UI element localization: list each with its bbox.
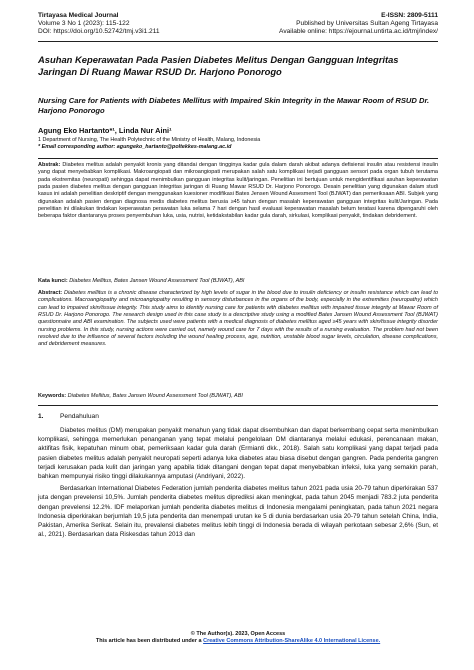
keywords-text: Diabetes Mellitus, Bates Jansen Wound Assessment Tool (BJWAT), ABI (67, 393, 243, 399)
abstract-label: Abstract: (38, 290, 63, 296)
abstract-top-rule (38, 158, 438, 159)
license-link[interactable]: Creative Commons Attribution-ShareAlike 4.0 International License. (203, 638, 381, 645)
section-title: Pendahuluan (60, 413, 99, 420)
kata-kunci-label: Kata kunci: (38, 278, 68, 284)
correspondence-email[interactable]: agungeko_hartanto@poltekkes-malang.ac.id (116, 144, 232, 150)
journal-available-online[interactable]: Available online: https://ejournal.untirta.ac.id/tmj/index/ (279, 28, 438, 36)
journal-name: Tirtayasa Medical Journal (38, 12, 119, 19)
keywords-label: Keywords: (38, 393, 67, 399)
abstrak-text: Diabetes melitus adalah penyakit kronis yang ditandai dengan tingginya kadar gula dalam darah akibat adanya defisiensi insulin atau resistensi insulin yang dapat menyebabkan komplikasi. Makroangiopati dan mikroangiopati merupakan salah satu komplikasi terjadi gangguan sensori pada organ tubuh terutama pada ekstremitas (neuropati) sehingga dapat menimbulkan gangguan integritas kulit/jaringan. Penelitian ini bertujuan untuk mengidentifikasi asuhan keperawatan pada pasien diabetes melitus dengan gangguan integritas jaringan di Ruang Mawar RSUD Dr. Harjono Ponorogo. Desain penelitian yang digunakan dalam studi kasus ini adalah penelitian deskriptif dengan menggunakan kuesioner modifikasi Bates Jensen Wound Assesment Tool (BJWAT) dan pemeriksaan ABI. Subjek yang digunakan adalah pasien dengan diagnosa medis diabetes melitus berusia ≥45 tahun dengan masalah keperawatan gangguan integritas kulit/Jaringan. Pada penelitian ini dilakukan tindakan keperawatan perawatan luka selama 7 hari dengan hasil evaluasi keperawatan masalah belum teratasi karena dipengaruhi oleh beberapa faktor diantaranya proses penyembuhan luka, usia, nutrisi, ketidakstabilan kadar gula darah, sirkulasi, komplikasi penyakit, tindakan debridement. (38, 162, 439, 220)
journal-volume: Volume 3 No 1 (2023): 115-122 (38, 20, 130, 28)
article-title: Asuhan Keperawatan Pada Pasien Diabetes Melitus Dengan Gangguan Integritas Jaringan Di Ruang Mawar RSUD Dr. Harjono Ponorogo (38, 54, 399, 77)
footer-license-prefix: This article has been distributed under a (95, 638, 202, 645)
body-paragraph: Diabetes melitus (DM) merupakan penyakit menahun yang tidak dapat disembuhkan dan dapat berkembang cepat serta menimbulkan komplikasi, sehingga memerlukan penanganan yang tepat melalui pengelolaan DM diantaranya melalui edukasi, perencanaan makan, aktifitas fisik, kepatuhan minum obat, pemeriksaan kadar gula darah (Ermianti dkk., 2018). Salah satu komplikasi yang dapat terjadi pada pasien diabetes melitus adalah penyakit neuropati seperti adanya luka diabetes atau biasa disebut dengan gangren. Pada penderita gangren terjadi kerusakan pada kulit dan jaringan yang apabila tidak ditangani dengan tepat dapat menyebabkan infeksi, luka yang semakin parah, bahkan mempunyai risiko tinggi dilakukannya amputasi (Andriyani, 2022). (38, 427, 438, 481)
journal-doi[interactable]: DOI: https://doi.org/10.52742/tmj.v3i1.211 (38, 28, 160, 36)
affiliation-block (38, 137, 438, 151)
body-paragraph: Berdasarkan International Diabetes Federation jumlah penderita diabetes melitus tahun 2021 pada usia 20-79 tahun diperkirakan 537 juta dengan prevelensi 10,5%. Jumlah penderita diabetes melitus diprediksi akan meningkat, pada tahun 2045 menjadi 783.2 juta penderita dengan prevelensi 12.2%. IDF melaporkan jumlah penderita diabetes melitus di Indonesia mengalami peningkatan, pada tahun 2021 negara Indonesia diperkirakan berjumlah 19,5 juta penderita dan menempati urutan ke 5 di dunia berdasarkan usia 20-79 tahun setelah China, India, Pakistan, Amerika Serikat. Selain itu, prevalensi diabetes melitus lebih tinggi di Indonesia berada di wilayah perkotaan sebesar 2,6% (Sun, et al., 2021). Berdasarkan data Riskesdas tahun 2013 dan (38, 485, 438, 539)
section-number: 1. (38, 413, 44, 420)
correspondence-label: * Email corresponding author: (38, 144, 116, 150)
author-list: Agung Eko Hartanto*¹, Linda Nur Aini¹ (38, 126, 172, 135)
journal-eissn: E-ISSN: 2809-5111 (381, 12, 438, 19)
header-right (218, 12, 438, 37)
kata-kunci-line (38, 278, 438, 285)
kata-kunci-text: Diabetes Mellitus, Bates Jansen Wound Assessment Tool (BJWAT), ABI (69, 278, 245, 284)
abstract-bottom-rule (38, 405, 438, 406)
affiliation: 1 Department of Nursing, The Health Polytechnic of the Ministry of Health, Malang, Indonesia (38, 137, 261, 143)
english-title: Nursing Care for Patients with Diabetes Mellitus with Impaired Skin Integrity in the Mawar Room of RSUD Dr. Harjono Ponorogo (38, 96, 430, 115)
abstract-block (38, 290, 438, 349)
journal-publisher: Published by Universitas Sultan Ageng Tirtayasa (296, 20, 438, 28)
page-footer (38, 631, 438, 646)
abstrak-block (38, 162, 438, 221)
body-text (38, 426, 438, 542)
abstract-text: Diabetes mellitus is a chronic disease characterized by high levels of sugar in the blood due to insulin deficiency or insulin resistance which can lead to complications. Macroangiopathy and microangiopathy resulting in sensory disturbances in the organs of the body, especially in the extremities (neuropathy) which can lead to impaired skin/tissue integrity. This study aims to identify nursing care for patients with diabetes mellitus with impaired tissue integrity at Mawar Room of RSUD Dr. Harjono Ponorogo. The research design used in this case study is a descriptive study using a modified Bates Jansen Wound Assessment Tool (BJWAT) questionnaire and ABI examination. The subjects used were patients with a medical diagnosis of diabetes mellitus aged ≥45 years with skin/tissue integrity disorder nursing problems. In this study, nursing actions were carried out, namely wound care for 7 days with the results of a nursing evaluation. The problem had not been resolved due to the influence of several factors including the wound healing process, age, nutrition, unstable blood sugar levels, circulation, disease complications, and debridement measures. (38, 290, 438, 348)
footer-copyright: © The Author(s). 2023, Open Access (190, 631, 286, 637)
abstrak-label: Abstrak: (38, 162, 61, 168)
keywords-line (38, 393, 438, 400)
header-rule (38, 41, 438, 42)
